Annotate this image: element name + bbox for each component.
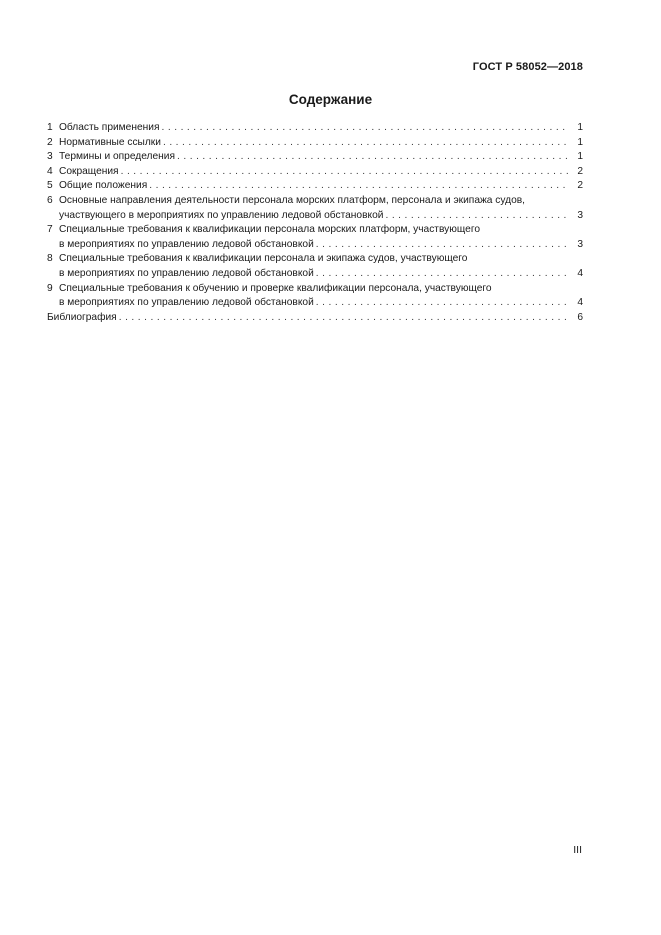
page-number: III bbox=[573, 844, 582, 856]
toc-entry-number: 1 bbox=[47, 122, 53, 133]
toc-entry-number: 6 bbox=[47, 194, 53, 206]
toc-entry-title-line2: в мероприятиях по управлению ледовой обстановкой bbox=[59, 297, 314, 309]
toc-entry-number: 2 bbox=[47, 136, 53, 148]
toc-entry-title-line2: в мероприятиях по управлению ледовой обстановкой bbox=[59, 267, 314, 279]
toc-entry-title-line1: Основные направления деятельности персонала морских платформ, персонала и экипажа судов, bbox=[59, 194, 526, 206]
toc-entry-page: 6 bbox=[577, 311, 583, 323]
toc-entry-3[interactable] bbox=[47, 150, 583, 165]
toc-entry-2[interactable] bbox=[47, 136, 583, 151]
toc-entry-title-line2: в мероприятиях по управлению ледовой обстановкой bbox=[59, 238, 314, 250]
toc-entry-page: 1 bbox=[577, 122, 583, 133]
dot-leader bbox=[177, 150, 569, 165]
document-code: ГОСТ Р 58052—2018 bbox=[472, 61, 583, 73]
toc-entry-7[interactable] bbox=[47, 223, 583, 252]
dot-leader bbox=[119, 311, 569, 326]
toc-entry-9[interactable] bbox=[47, 282, 583, 311]
toc-entry-title: Общие положения bbox=[59, 180, 148, 192]
dot-leader bbox=[316, 238, 569, 253]
dot-leader bbox=[316, 296, 569, 311]
toc-entry-title: Библиография bbox=[47, 311, 117, 323]
dot-leader bbox=[316, 267, 569, 282]
dot-leader bbox=[121, 165, 569, 180]
toc-entry-page: 4 bbox=[577, 297, 583, 309]
toc-entry-page: 2 bbox=[577, 180, 583, 192]
toc-entry-title-line1: Специальные требования к квалификации персонала и экипажа судов, участвующего bbox=[59, 253, 468, 265]
toc-entry-number: 4 bbox=[47, 165, 53, 177]
toc-entry-title-line2: участвующего в мероприятиях по управлению ледовой обстановкой bbox=[59, 209, 384, 221]
toc-entry-title-line1: Специальные требования к обучению и проверке квалификации персонала, участвующего bbox=[59, 282, 492, 294]
dot-leader bbox=[161, 121, 569, 136]
toc-entry-bibliography[interactable] bbox=[47, 311, 583, 326]
toc-entry-number: 7 bbox=[47, 224, 53, 236]
toc-entry-title: Нормативные ссылки bbox=[59, 136, 161, 148]
toc-entry-number: 8 bbox=[47, 253, 53, 265]
toc-entry-8[interactable] bbox=[47, 252, 583, 281]
page-title: Содержание bbox=[288, 92, 373, 107]
dot-leader bbox=[149, 179, 569, 194]
dot-leader bbox=[163, 136, 569, 151]
toc-entry-page: 1 bbox=[577, 151, 583, 163]
table-of-contents bbox=[47, 121, 583, 325]
toc-entry-6[interactable] bbox=[47, 194, 583, 223]
dot-leader bbox=[385, 209, 569, 224]
toc-entry-1[interactable] bbox=[47, 121, 583, 136]
toc-entry-number: 3 bbox=[47, 151, 53, 163]
toc-entry-number: 9 bbox=[47, 282, 53, 294]
toc-entry-page: 2 bbox=[577, 165, 583, 177]
toc-entry-title: Сокращения bbox=[59, 165, 119, 177]
toc-entry-page: 3 bbox=[577, 209, 583, 221]
toc-entry-page: 1 bbox=[577, 136, 583, 148]
toc-entry-4[interactable] bbox=[47, 165, 583, 180]
toc-entry-number: 5 bbox=[47, 180, 53, 192]
toc-entry-title: Область применения bbox=[59, 122, 160, 133]
toc-entry-title-line1: Специальные требования к квалификации персонала морских платформ, участвующего bbox=[59, 224, 480, 236]
toc-entry-page: 4 bbox=[577, 267, 583, 279]
toc-entry-5[interactable] bbox=[47, 179, 583, 194]
toc-entry-title: Термины и определения bbox=[59, 151, 175, 163]
toc-entry-page: 3 bbox=[577, 238, 583, 250]
